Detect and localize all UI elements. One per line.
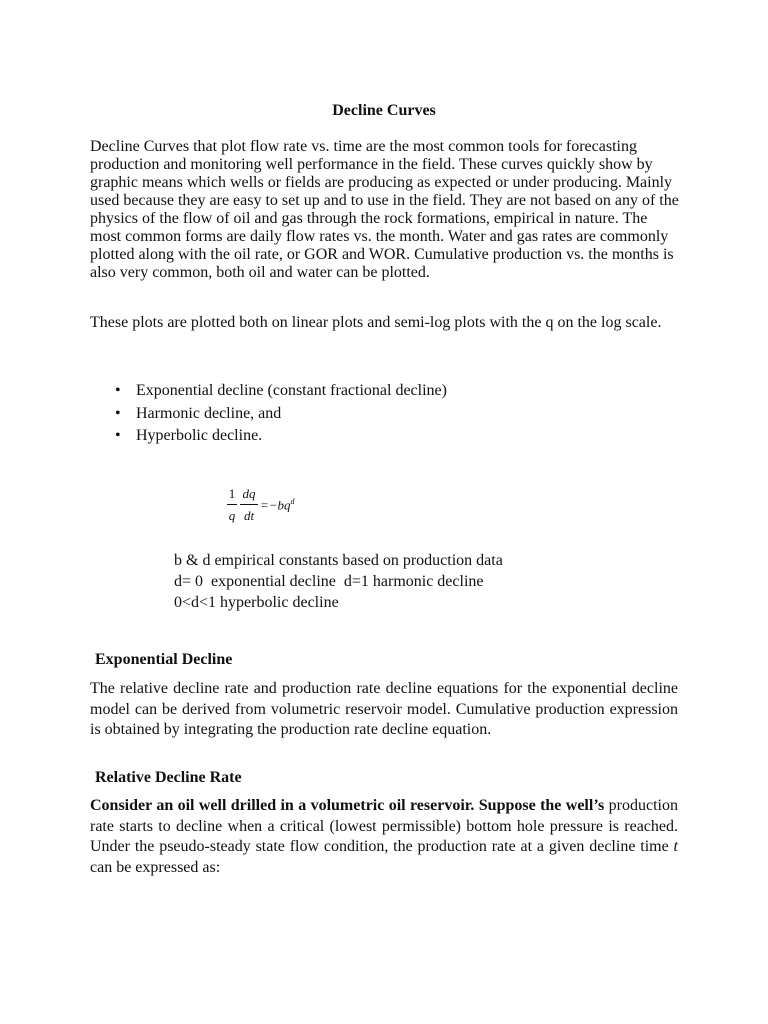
equation-fraction1-numerator: 1 [228, 486, 236, 501]
decline-types-list [115, 380, 447, 448]
paragraph-text: production rate starts to decline when a critical (lowest permissible) bottom hole pressure is reached. Under the pseudo-steady state flow condition, the production rate at a given decline time [90, 797, 678, 855]
equation-rhs [260, 497, 295, 513]
paragraph-end: can be expressed as: [90, 858, 221, 876]
list-item [115, 425, 447, 448]
equation-fraction2-numerator: dq [242, 486, 256, 501]
equation-fraction1-denominator: q [228, 508, 236, 523]
equation-rhs-base: =−bq [260, 497, 291, 513]
list-item [115, 380, 447, 403]
constants-line: b & d empirical constants based on production data [174, 552, 503, 569]
decline-equation [227, 486, 317, 530]
exponential-paragraph: The relative decline rate and production rate decline equations for the exponential decline model can be derived from volumetric reservoir model. Cumulative production expression is obtained by integrating the production rate decline equation. [90, 680, 678, 738]
paragraph-lead: Consider an oil well drilled in a volumetric oil reservoir. Suppose the well’s [90, 797, 605, 814]
variable-t: t [673, 838, 678, 855]
list-item-text: Hyperbolic decline. [136, 427, 263, 444]
equation-fraction2-denominator: dt [243, 508, 255, 523]
intro-paragraph: Decline Curves that plot flow rate vs. time are the most common tools for forecasting production and monitoring well performance in the field. These curves quickly show by graphic means which wells or fields are producing as expected or under producing. Mainly used because they are easy to set up and to use in the field. They are not based on any of the physics of the flow of oil and gas through the rock formations, empirical in nature. The most common forms are daily flow rates vs. the month. Water and gas rates are commonly plotted along with the oil rate, or GOR and WOR. Cumulative production vs. the months is also very common, both oil and water can be plotted. [90, 138, 679, 281]
section-heading-exponential: Exponential Decline [95, 651, 233, 668]
bullet-icon: • [115, 382, 121, 399]
fraction-bar [227, 504, 237, 505]
fraction-bar [240, 504, 258, 505]
equation-rhs-exponent: d [290, 497, 295, 506]
bullet-icon: • [115, 404, 121, 422]
constants-line: 0<d<1 hyperbolic decline [174, 594, 339, 611]
page-title: Decline Curves [332, 102, 436, 119]
section-heading-relative: Relative Decline Rate [95, 769, 242, 786]
constants-block [174, 550, 503, 613]
list-item-text: Exponential decline (constant fractional decline) [136, 382, 447, 399]
bullet-icon: • [115, 427, 121, 444]
list-item-text: Harmonic decline, and [136, 404, 282, 422]
plot-types-paragraph: These plots are plotted both on linear plots and semi-log plots with the q on the log scale. [90, 314, 662, 331]
relative-decline-paragraph [90, 796, 678, 878]
constants-line: d= 0 exponential decline d=1 harmonic decline [174, 573, 484, 590]
list-item [115, 403, 447, 426]
